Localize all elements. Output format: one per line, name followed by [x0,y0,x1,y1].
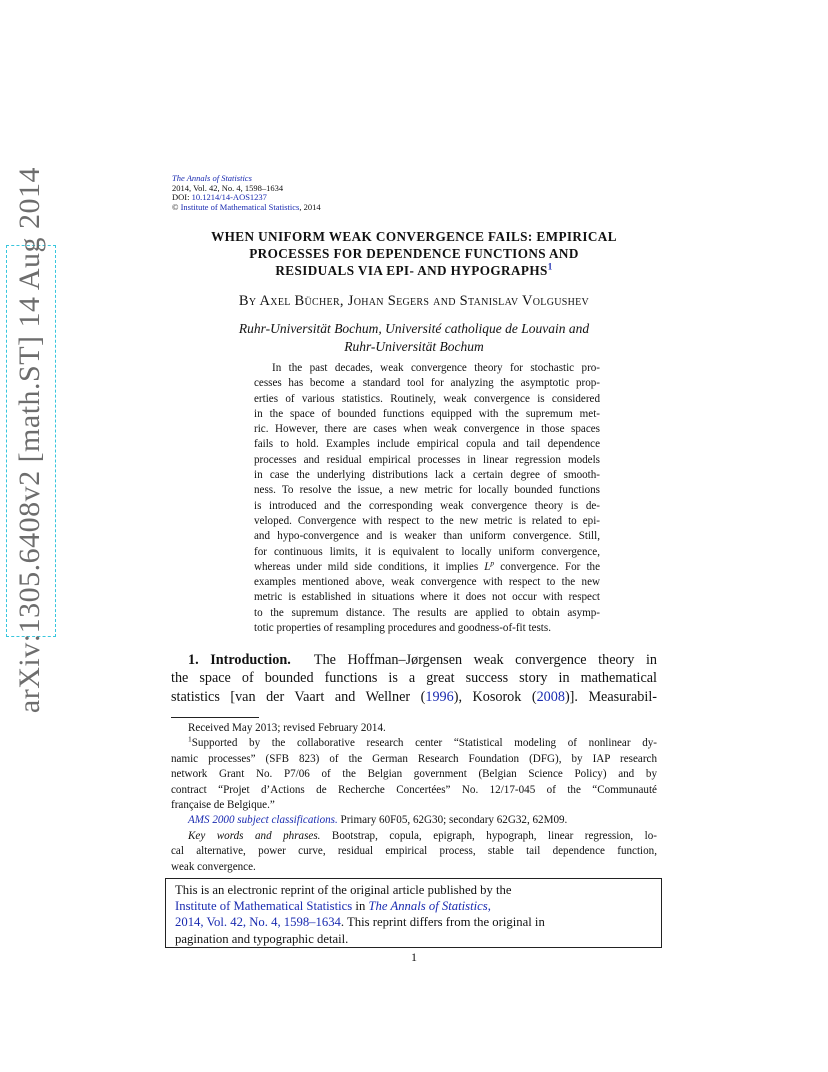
ams-codes: Primary 60F05, 62G30; secondary 62G32, 62M09. [337,814,568,827]
copyright-icon: © [172,201,179,212]
reprint-text: in [352,899,369,914]
title-line: WHEN UNIFORM WEAK CONVERGENCE FAILS: EMPIRICAL [211,229,617,244]
abstract-line: cesses has become a standard tool for analyzing the asymptotic prop- [254,377,600,390]
intro-line-text: The Hoffman–Jørgensen weak convergence theory in [313,652,658,668]
intro-text: statistics [van der Vaart and Wellner ( [171,688,426,705]
abstract-line: ness. To resolve the issue, a new metric for locally bounded functions [254,484,600,497]
journal-volume: 2014, Vol. 42, No. 4, 1598–1634 [172,182,284,193]
support-footnote-line: network Grant No. P7/06 of the Belgian government (Belgian Science Policy) and by [171,768,657,781]
reprint-line [175,914,661,930]
keywords-line: cal alternative, power curve, residual empirical process, stable tail dependence function, [171,845,657,858]
introduction-section [171,651,657,706]
publisher-link[interactable]: Institute of Mathematical Statistics [180,201,300,212]
abstract-line: metric is established in situations where it does not occur with respect [254,591,600,604]
intro-line: the space of bounded functions is a great success story in mathematical [171,670,657,687]
reprint-line: pagination and typographic detail. [175,931,349,946]
abstract-line [254,560,600,575]
reprint-line [175,898,661,914]
support-footnote-line [171,736,657,751]
title-footnote-mark[interactable]: 1 [547,261,553,272]
abstract-line: and hypo-convergence and is weaker than uniform convergence. Still, [254,530,600,543]
ams-classification [171,813,657,828]
abstract-line-text: whereas under mild side conditions, it implies [254,560,479,573]
lp-symbol: L [484,560,491,573]
abstract-line: In the past decades, weak convergence theory for stochastic pro- [272,362,600,374]
citation-link[interactable]: 1996 [425,688,454,705]
copyright-line [172,203,321,213]
abstract-line: veloped. Convergence with respect to the new metric is related to epi- [254,514,600,527]
intro-text: )]. Measurabil- [564,688,657,705]
page-number: 1 [411,950,417,964]
intro-line [171,688,657,706]
doi-link[interactable]: 10.1214/14-AOS1237 [191,192,267,203]
affiliations [150,320,678,356]
support-footnote-line: contract “Projet d’Actions de Recherche Concertées” No. 12/17-045 of the “Communauté [171,783,657,796]
abstract-line: totic properties of resampling procedures and goodness-of-fit tests. [254,622,551,635]
support-text: Supported by the collaborative research center “Statistical modeling of nonlinear dy- [191,737,657,750]
abstract-line: is introduced and the corresponding weak convergence theory is de- [254,499,600,512]
copyright-year: , 2014 [299,201,321,212]
journal-link[interactable]: The Annals of Statistics [368,899,488,914]
abstract-line: ric. However, there are cases when weak convergence in those spaces [254,423,600,436]
keywords-line: weak convergence. [171,860,256,873]
intro-line [171,651,657,669]
abstract-line: erties of various statistics. Routinely, weak convergence is considered [254,392,600,405]
affiliation-line: Ruhr-Universität Bochum [344,339,484,354]
abstract-line: for continuous limits, it is equivalent to locally uniform convergence, [254,545,600,558]
abstract-line: in case the underlying distributions lack a certain degree of smooth- [254,469,600,482]
authors: By Axel Bücher, Johan Segers and Stanislav Volgushev [238,293,590,309]
footnotes [171,721,657,875]
doi-label: DOI: [172,192,192,203]
reprint-comma: , [487,899,491,914]
title-line [150,262,678,279]
intro-text: ), Kosorok ( [453,688,537,705]
abstract [254,361,600,636]
title-line: PROCESSES FOR DEPENDENCE FUNCTIONS AND [249,246,579,261]
title-line-text: RESIDUALS VIA EPI- AND HYPOGRAPHS [275,263,548,278]
abstract-line: to the supremum distance. The results are applied to obtain asymp- [254,606,600,619]
abstract-line-tail: convergence. For the [494,560,601,573]
citation-link[interactable]: 2008 [536,688,565,705]
footnote-divider [171,717,259,718]
abstract-line: fails to hold. Examples include empirical copula and tail dependence [254,438,600,451]
keywords-text: Bootstrap, copula, epigraph, hypograph, linear regression, lo- [320,829,657,842]
section-heading: 1. Introduction. [188,652,291,668]
support-footnote-line: namic processes” (SFB 823) of the German Research Foundation (DFG), by IAP research [171,752,657,765]
received-dates: Received May 2013; revised February 2014. [188,722,386,734]
keywords-label: Key words and phrases. [188,829,321,842]
abstract-line: processes and residual empirical processes in linear regression models [254,453,600,466]
publisher-link[interactable]: Institute of Mathematical Statistics [175,899,353,914]
lp-exponent: p [490,558,495,568]
support-footnote-mark: 1 [188,734,192,744]
ams-classification-link[interactable]: AMS 2000 subject classifications. [188,814,338,827]
volume-link[interactable]: 2014, Vol. 42, No. 4, 1598–1634 [175,915,341,930]
journal-name[interactable]: The Annals of Statistics [172,173,252,183]
reprint-text: . This reprint differs from the original in [340,915,545,930]
reprint-notice-box [165,878,662,948]
journal-header [172,174,321,212]
abstract-line: in the space of bounded functions equipped with the supremum met- [254,407,600,420]
keywords-line [171,829,657,844]
affiliation-line: Ruhr-Universität Bochum, Université catholique de Louvain and [238,321,590,336]
support-footnote-line: française de Belgique.” [171,798,275,811]
abstract-line: examples mentioned above, weak convergence with respect to the new [254,576,600,589]
paper-title [150,228,678,279]
reprint-line: This is an electronic reprint of the original article published by the [175,883,512,897]
arxiv-identifier[interactable]: arXiv:1305.6408v2 [math.ST] 14 Aug 2014 [13,166,46,714]
